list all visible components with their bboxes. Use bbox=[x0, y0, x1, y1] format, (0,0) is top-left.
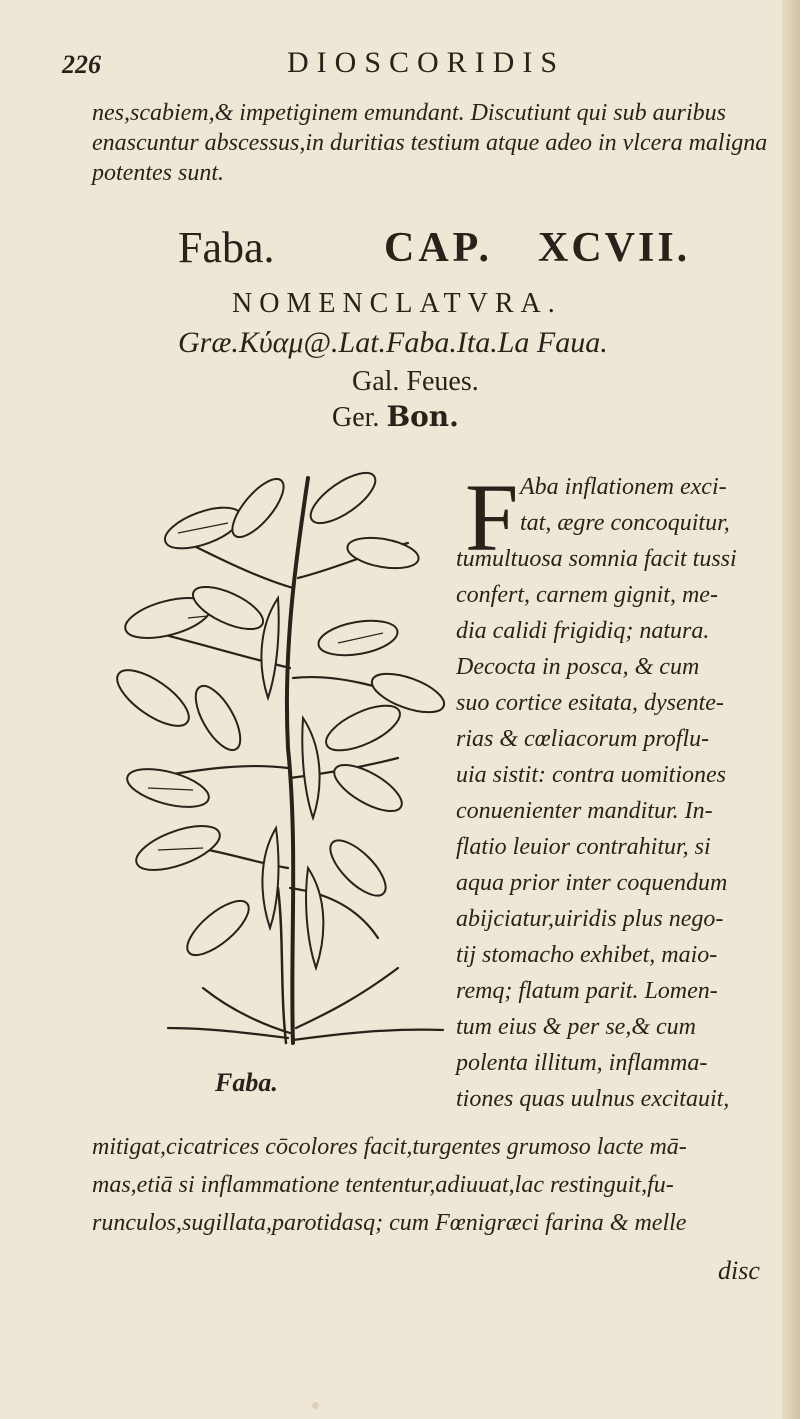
page-edge-shadow bbox=[782, 0, 800, 1419]
text-line: enascuntur abscessus,in duritias testium atque adeo in vlcera maligna bbox=[92, 130, 768, 156]
page-number: 226 bbox=[62, 50, 101, 79]
text-line: dia calidi frigidiq; natura. bbox=[456, 618, 710, 644]
text-line: aqua prior inter coquendum bbox=[456, 870, 728, 896]
text-line: polenta illitum, inflamma- bbox=[456, 1050, 708, 1076]
text-line: tiones quas uulnus excitauit, bbox=[456, 1086, 730, 1112]
text-line: mitigat,cicatrices cōcolores facit,turgentes grumoso lacte mā- bbox=[92, 1134, 687, 1160]
text-line: tat, ægre concoquitur, bbox=[520, 510, 730, 536]
text-line: suo cortice esitata, dysente- bbox=[456, 690, 724, 716]
illustration-caption: Faba. bbox=[215, 1068, 278, 1097]
text-line: uia sistit: contra uomitiones bbox=[456, 762, 726, 788]
text-line: Aba inflationem exci- bbox=[520, 474, 727, 500]
chapter-title bbox=[178, 222, 738, 278]
german-label: Ger. bbox=[332, 402, 380, 433]
german-value: Bon. bbox=[386, 400, 459, 433]
faba-plant-woodcut bbox=[108, 468, 448, 1048]
text-line: rias & cœliacorum proflu- bbox=[456, 726, 710, 752]
text-line: runculos,sugillata,parotidasq; cum Fœnigræci farina & melle bbox=[92, 1210, 687, 1236]
text-line: tumultuosa somnia facit tussi bbox=[456, 546, 737, 572]
chapter-plant-name: Faba. bbox=[178, 223, 275, 272]
text-line: mas,etiā si inflammatione tententur,adiuuat,lac restinguit,fu- bbox=[92, 1172, 674, 1198]
text-line: flatio leuior contrahitur, si bbox=[456, 834, 711, 860]
text-line: Decocta in posca, & cum bbox=[456, 654, 700, 680]
nomenclatura-german bbox=[332, 400, 459, 434]
text-line: tum eius & per se,& cum bbox=[456, 1014, 696, 1040]
paper-stain bbox=[312, 1402, 319, 1409]
text-line: potentes sunt. bbox=[92, 160, 224, 186]
drop-capital: F bbox=[465, 464, 519, 571]
text-line: abijciatur,uiridis plus nego- bbox=[456, 906, 724, 932]
running-title: DIOSCORIDIS bbox=[287, 46, 566, 79]
nomenclatura-gallic: Gal. Feues. bbox=[352, 366, 479, 397]
chapter-label: CAP. bbox=[384, 225, 493, 271]
text-line: nes,scabiem,& impetiginem emundant. Discutiunt qui sub auribus bbox=[92, 100, 726, 126]
text-line: tij stomacho exhibet, maio- bbox=[456, 942, 718, 968]
text-line: confert, carnem gignit, me- bbox=[456, 582, 718, 608]
text-line: remq; flatum parit. Lomen- bbox=[456, 978, 718, 1004]
nomenclatura-heading: NOMENCLATVRA. bbox=[232, 288, 562, 319]
page-header bbox=[62, 44, 762, 84]
catchword: disc bbox=[718, 1256, 760, 1285]
text-line: conuenienter manditur. In- bbox=[456, 798, 713, 824]
nomenclatura-greek-latin-italian: Græ.Κύαμ@.Lat.Faba.Ita.La Faua. bbox=[178, 326, 608, 359]
chapter-number: XCVII. bbox=[538, 225, 691, 271]
